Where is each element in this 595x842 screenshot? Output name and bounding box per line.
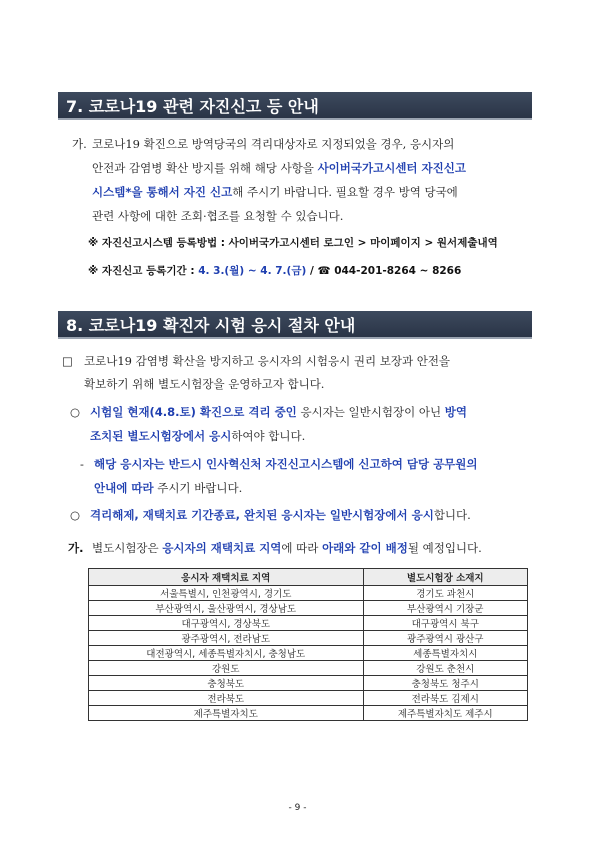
- table-cell-region: 광주광역시, 전라남도: [89, 631, 364, 646]
- ga-part3: 에 따라: [281, 541, 323, 555]
- table-header-row: [89, 569, 528, 586]
- table-cell-site: 제주특별자치도 제주시: [363, 706, 527, 721]
- item-7-line3b: 해 주시기 바랍니다. 필요할 경우 방역 당국에: [232, 185, 458, 199]
- circle1-line2: [90, 429, 305, 443]
- circle1-marker: ○: [70, 405, 81, 419]
- ga-part2: 응시자의 재택치료 지역: [162, 541, 282, 555]
- circle2-marker: ○: [70, 508, 81, 522]
- dash1-line1-text: 해당 응시자는 반드시 인사혁신처 자진신고시스템에 신고하여 담당 공무원의: [94, 457, 478, 471]
- table-cell-region: 충청북도: [89, 676, 364, 691]
- circle2-part1: 격리해제, 재택치료 기간종료, 완치된 응시자는 일반시험장에서 응시: [90, 508, 434, 522]
- ga-part1: 별도시험장은: [92, 541, 163, 555]
- table-cell-region: 대구광역시, 경상북도: [89, 616, 364, 631]
- dash1-line2: [94, 481, 242, 495]
- table-cell-region: 강원도: [89, 661, 364, 676]
- ga-part4: 아래와 같이 배정: [322, 541, 408, 555]
- table-row: [89, 661, 528, 676]
- table-row: [89, 616, 528, 631]
- table-row: [89, 601, 528, 616]
- box-marker: □: [62, 354, 73, 368]
- page-number: - 9 -: [288, 803, 307, 813]
- circle1-part2: 응시자는 일반시험장이 아닌: [296, 405, 445, 419]
- note-registration-period: [88, 263, 461, 278]
- table-cell-site: 광주광역시 광산구: [363, 631, 527, 646]
- table-cell-site: 경기도 과천시: [363, 586, 527, 601]
- exam-site-table: [88, 568, 528, 721]
- note-period-sep: /: [309, 265, 314, 277]
- table-row: [89, 586, 528, 601]
- box-line2: 확보하기 위해 별도시험장을 운영하고자 합니다.: [84, 377, 325, 391]
- table-row: [89, 706, 528, 721]
- ga-part5: 될 예정입니다.: [407, 541, 482, 555]
- circle1-line2a: 조치된 별도시험장에서 응시: [90, 429, 232, 443]
- ga-marker-text: 가.: [68, 541, 84, 555]
- dash1-line2a: 안내에 따라: [94, 481, 154, 495]
- table-header-region: 응시자 재택치료 지역: [89, 569, 364, 586]
- item-7-line1: 코로나19 확진으로 방역당국의 격리대상자로 지정되었을 경우, 응시자의: [92, 137, 455, 151]
- item-7-line4: 관련 사항에 대한 조회·협조를 요청할 수 있습니다.: [92, 209, 344, 223]
- item-7-line2: [92, 161, 466, 175]
- item-7-ga-marker: 가.: [72, 137, 87, 151]
- section-7-header: [58, 92, 532, 120]
- table-cell-site: 부산광역시 기장군: [363, 601, 527, 616]
- circle1-part1: 시험일 현재(4.8.토) 확진으로 격리 중인: [90, 405, 297, 419]
- table-cell-region: 부산광역시, 울산광역시, 경상남도: [89, 601, 364, 616]
- section-8-header: [58, 311, 532, 339]
- table-header-site: 별도시험장 소재지: [363, 569, 527, 586]
- table-row: [89, 646, 528, 661]
- circle2-line: [90, 508, 471, 522]
- table-cell-site: 대구광역시 북구: [363, 616, 527, 631]
- circle1-part3: 방역: [444, 405, 467, 419]
- box-line1: 코로나19 감염병 확산을 방지하고 응시자의 시험응시 권리 보장과 안전을: [84, 354, 451, 368]
- note-period-dates: 4. 3.(월) ~ 4. 7.(금): [198, 265, 307, 277]
- phone-icon: ☎: [317, 265, 331, 277]
- section-7-title: 7. 코로나19 관련 자진신고 등 안내: [66, 96, 319, 116]
- table-cell-site: 세종특별자치시: [363, 646, 527, 661]
- note-phone: 044-201-8264 ~ 8266: [334, 265, 462, 277]
- ga-marker: [68, 541, 83, 555]
- table-cell-region: 대전광역시, 세종특별자치시, 충청남도: [89, 646, 364, 661]
- dash1-line1: [94, 457, 478, 471]
- table-row: [89, 676, 528, 691]
- circle1-line1: [90, 405, 467, 419]
- section-8-title: 8. 코로나19 확진자 시험 응시 절차 안내: [66, 315, 356, 335]
- circle1-line2b: 하여야 합니다.: [231, 429, 306, 443]
- note-registration-method: ※ 자진신고시스템 등록방법 : 사이버국가고시센터 로그인 > 마이페이지 > 원서제출내역: [88, 237, 498, 249]
- table-cell-site: 전라북도 김제시: [363, 691, 527, 706]
- item-7-line2a: 안전과 감염병 확산 방지를 위해 해당 사항을: [92, 161, 314, 175]
- table-cell-region: 서울특별시, 인천광역시, 경기도: [89, 586, 364, 601]
- table-cell-site: 강원도 춘천시: [363, 661, 527, 676]
- circle2-part2: 합니다.: [433, 508, 471, 522]
- ga-line: [92, 541, 482, 555]
- table-cell-region: 전라북도: [89, 691, 364, 706]
- table-row: [89, 691, 528, 706]
- item-7-line3a: 시스템*을 통해서 자진 신고: [92, 185, 233, 199]
- table-row: [89, 631, 528, 646]
- table-cell-site: 충청북도 청주시: [363, 676, 527, 691]
- item-7-line2b: 사이버국가고시센터 자진신고: [317, 161, 466, 175]
- dash1-line2b: 주시기 바랍니다.: [153, 481, 243, 495]
- item-7-line3: [92, 185, 458, 199]
- dash1-marker: -: [80, 457, 84, 471]
- note-period-prefix: ※ 자진신고 등록기간 :: [88, 265, 195, 277]
- table-cell-region: 제주특별자치도: [89, 706, 364, 721]
